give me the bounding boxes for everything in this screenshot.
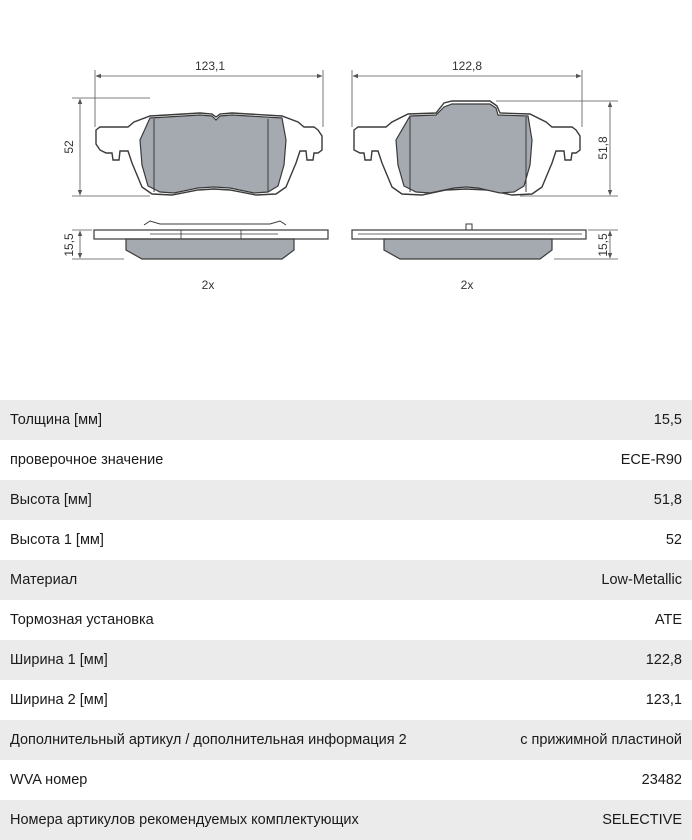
left-pad-thickness-label: 15,5	[62, 233, 76, 257]
spec-label: WVA номер	[0, 760, 482, 800]
left-pad-side-view	[94, 221, 328, 259]
spec-label: Тормозная установка	[0, 600, 482, 640]
spec-label: Ширина 1 [мм]	[0, 640, 482, 680]
right-pad-quantity-label: 2x	[460, 278, 474, 292]
right-pad-thickness-label: 15,5	[596, 233, 610, 257]
spec-label: Дополнительный артикул / дополнительная информация 2	[0, 720, 482, 760]
left-pad-front-view	[96, 113, 322, 195]
spec-label: Материал	[0, 560, 482, 600]
spec-label: Номера артикулов рекомендуемых комплектующих	[0, 800, 482, 840]
spec-label: Ширина 2 [мм]	[0, 680, 482, 720]
spec-label: Толщина [мм]	[0, 400, 482, 440]
spec-value: 23482	[482, 760, 692, 800]
table-row	[0, 680, 692, 720]
table-row	[0, 400, 692, 440]
left-pad-width-label: 123,1	[194, 59, 226, 73]
spec-value: 51,8	[482, 480, 692, 520]
table-row	[0, 760, 692, 800]
table-row	[0, 560, 692, 600]
right-pad-front-view	[354, 101, 580, 195]
spec-value: 52	[482, 520, 692, 560]
spec-value: 123,1	[482, 680, 692, 720]
left-pad-quantity-label: 2x	[201, 278, 215, 292]
spec-value: 15,5	[482, 400, 692, 440]
spec-value: ATE	[482, 600, 692, 640]
table-row	[0, 520, 692, 560]
left-pad-height-label: 52	[62, 140, 76, 154]
right-pad-side-view	[352, 224, 586, 259]
table-row	[0, 720, 692, 760]
table-row	[0, 440, 692, 480]
spec-label: Высота [мм]	[0, 480, 482, 520]
specifications-table	[0, 400, 692, 840]
left-pad-friction-material	[140, 115, 286, 193]
spec-value: ECE-R90	[482, 440, 692, 480]
right-pad-friction-material	[396, 104, 532, 193]
table-row	[0, 800, 692, 840]
right-pad-width-label: 122,8	[451, 59, 483, 73]
spec-label: проверочное значение	[0, 440, 482, 480]
technical-drawing	[0, 0, 692, 400]
spec-value: 122,8	[482, 640, 692, 680]
spec-value: с прижимной пластиной	[482, 720, 692, 760]
table-row	[0, 480, 692, 520]
spec-value: SELECTIVE	[482, 800, 692, 840]
table-row	[0, 640, 692, 680]
spec-value: Low-Metallic	[482, 560, 692, 600]
table-row	[0, 600, 692, 640]
right-pad-height-label: 51,8	[596, 136, 610, 160]
spec-label: Высота 1 [мм]	[0, 520, 482, 560]
